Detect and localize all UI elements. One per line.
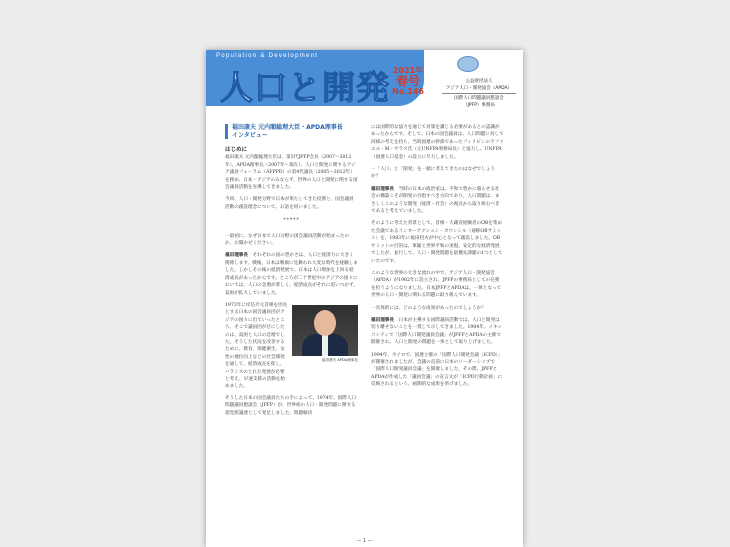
org-line-3: 国際人口問題議員懇談会 — [454, 96, 504, 101]
right-column — [371, 124, 504, 394]
right-paragraph-1: には国際的な協力を通じて対策を講じる必要があるとの認識があったからです。そして、日本の国会議員は、人口問題に対して同様の考えを持ち、当時国連の幹部であったフィリピンのラファエル・M・サラス氏（元UNFPA事務局長）と協力し、UNFPA（国連人口基金）の設立に尽力しました。 — [371, 125, 504, 160]
photo-wrap — [225, 302, 358, 391]
question-3: 一具体的には、どのような成果があったのでしょうか？ — [371, 305, 486, 311]
newsletter-title: 人口と開発 — [220, 68, 390, 107]
organization-block — [438, 78, 520, 109]
apda-logo-icon — [457, 56, 479, 72]
answer-2 — [371, 186, 504, 216]
page-number: — 1 — — [356, 538, 373, 544]
intro-paragraph-2: 今回、人口・開発分野で日本が果たしてきた役割と、国会議員活動の創設理念について、お話を伺いました。 — [225, 197, 354, 210]
answer-2-text: 当時の日本の政治家は、平和で豊かに暮らせる社会の構築こそが開発の目指すべき方向であり、人口問題は、まさしくこのような開発（経済・社会）の視点から取り組むべきであると考えていました。 — [371, 186, 500, 215]
answer-1b: 1973年に岸信介元首相を団長とする日本の国会議員団がアジアの国々に出ていったところ、そこで議員団が目にしたのは、貧困と人口の急増でした。そうした状況を改善するために、教育、保健衛生、女性の地位向上などの社会開発を通して、経済成長を促し、バランスのとれた発展が必要と考え、早速支援の活動を始めました。 — [225, 302, 288, 390]
issue-season: 春号 — [395, 74, 420, 89]
answer-2b: そのように考えた背景として、首相・大蔵省経験者のOBを集めた会議であるインターアクション・カウンシル（通称OBサミット）を、1983年に福田赳夫が中心となって創設しました。OBサミットの目的は、軍縮と世界平和の実現、安定的な経済発展でしたが、並行して、人口・開発問題を最優先課題の1つとしていたのです。 — [371, 221, 503, 264]
answer-1-text: それぞれの国の豊かさは、人口と経済力に大きく関係します。戦後、日本は戦禍に見舞われ大変な時代を経験しました。しかしその後の経済発展で、日本は人口増加を上回る経済成長があったからです。ところが二十世紀中のアジアの国々においては、人口の急増が著しく、経済成長がそれに追いつかず、貧困が拡大していました。 — [225, 253, 358, 296]
intro-heading: はじめに — [225, 147, 248, 153]
answer-3 — [371, 317, 504, 347]
article-headline — [225, 124, 358, 139]
headline-line-2: インタビュー — [232, 131, 268, 139]
photo-figure — [292, 302, 358, 391]
intro-paragraph-1: 福田康夫 元内閣総理大臣は、第5代JPFP会長（2007～2012年）、APDA理事長（2007年～現在）、人口と開発に関するアジア議員フォーラム（AFPPD）の第4代議長（2005～2012年）を務め、日本・アジアのみならず、世界の人口と開発に関する国会議員活動を先導してきました。 — [225, 155, 358, 191]
photo-face — [314, 310, 336, 336]
answer-1 — [225, 252, 358, 296]
question-1: 一最初に、なぜ日本で人口分野の国会議員活動が始まったのか、お聞かせください。 — [225, 233, 350, 247]
answer-3-text: 日本が主導する国際議員活動では、人口と開発は切り離せないことを一貫して示してきました。1984年、メキシコシティで「国際人口開発議員会議」がJPFPとAPDAの主催で開催され、人口と開発の問題を一体として取り上げました。 — [371, 317, 503, 346]
section-divider: ***** — [283, 218, 300, 224]
headline-line-1: 福田康夫 元内閣総理大臣・APDA理事長 — [232, 124, 343, 131]
issue-number: No.146 — [392, 86, 424, 96]
issue-year: 2021年 — [392, 66, 424, 75]
org-line-2: アジア人口・開発協会（APDA） — [445, 86, 513, 91]
org-line-4: （JPFP）事務局 — [463, 103, 495, 108]
newsletter-page — [206, 50, 523, 547]
speaker-label-3: 福田理事長 — [371, 317, 394, 323]
answer-3b: 1994年、カイロで、国連主催の「国際人口開発会議（ICPD）」が開催されましたが、会議の直前に日本のリーダーシップで「国際人口開発議員会議」を開催しました。その際、JPFPとAPDAが作成した「議員会議」の宣言文が「ICPD行動計画」に反映されるという、画期的な成果を挙げました。 — [371, 352, 503, 388]
left-column — [225, 124, 358, 422]
answer-1c: そうした日本の国会議員たちの手によって、1974年、国際人口問題議員懇談会（JPFP）が、世界初の人口・開発問題に関する超党派議連として発足しました。問題解決 — [225, 395, 357, 416]
issue-label — [384, 67, 432, 96]
photo-caption: 福田康夫 APDA理事長 — [321, 357, 358, 362]
answer-2c: このような世界の大きな流れの中で、アジア人口・開発協会（APDA）が1982年に設立され、JPFPの事務局としての任務を担うようになりました。日本JPFPとAPDAは、一体となって世界の人口・開発に関わる問題に取り組んでいます。 — [371, 270, 502, 299]
org-divider — [442, 93, 516, 94]
org-line-1: 公益財団法人 — [465, 79, 493, 84]
speaker-label: 福田理事長 — [225, 253, 248, 259]
speaker-label-2: 福田理事長 — [371, 186, 394, 192]
newsletter-subtitle: Population & Development — [216, 53, 319, 59]
photo-shirt — [322, 334, 328, 356]
question-2: 一「人口」と「開発」を一緒に考えてきたのはなぜでしょうか？ — [371, 167, 496, 180]
portrait-photo — [292, 305, 358, 356]
